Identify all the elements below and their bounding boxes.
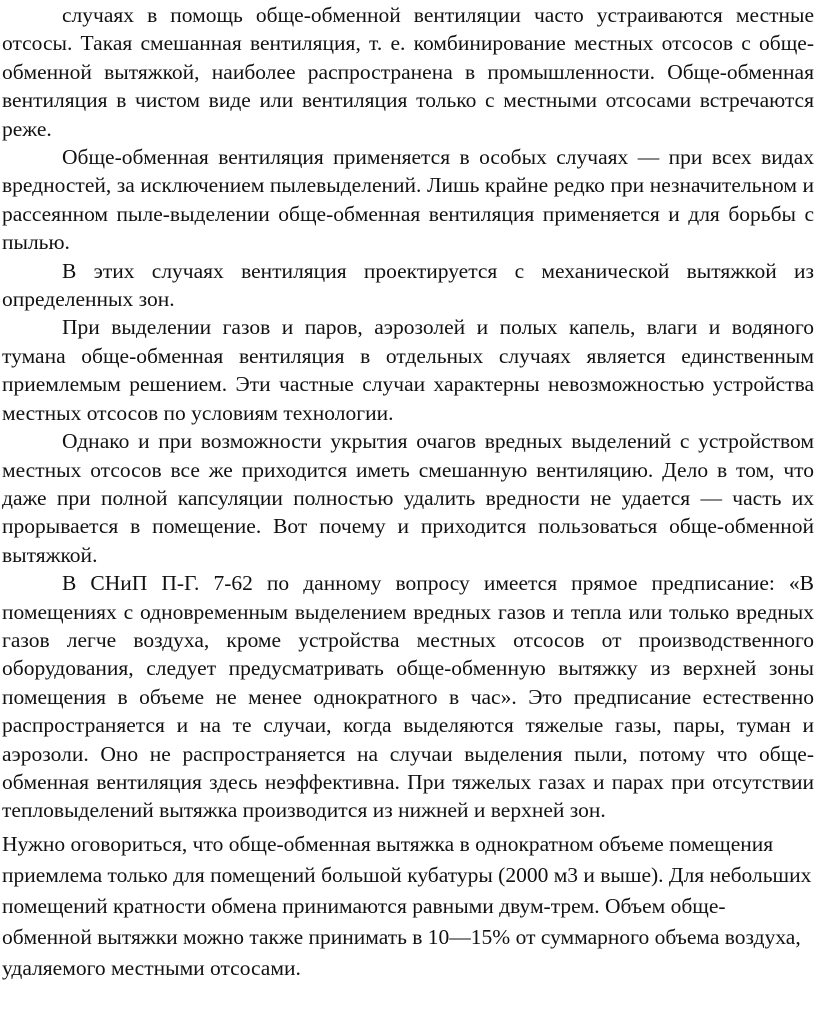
paragraph-mixed-necessity: Однако и при возможности укрытия очагов вредных выделений с устройством местных отсосов все же приходится иметь смешанную вентиляцию. Дело в том, что даже при полной капсуляции полностью удалить вредности не удается — часть их прорывается в помещение. Вот почему и приходится пользоваться обще-обменной вытяжкой. bbox=[2, 429, 814, 567]
paragraph-mixed-ventilation: случаях в помощь обще-обменной вентиляции часто устраиваются местные отсосы. Такая смешанная вентиляция, т. е. комбинирование местных отсосов с обще-обменной вытяжкой, наиболее распространена в промышленности. Обще-обменная вентиляция в чистом виде или вентиляция только с местными отсосами встречаются реже. bbox=[2, 3, 814, 141]
paragraph-mechanical-exhaust: В этих случаях вентиляция проектируется с механической вытяжкой из определенных зон. bbox=[2, 258, 814, 312]
document-body bbox=[2, 1, 814, 825]
paragraph-closing-note: Нужно оговориться, что обще-обменная вытяжка в однократном объеме помещения приемлема только для помещений большой кубатуры (2000 м3 и выше). Для небольших помещений кратности обмена принимаются равными двум-трем. Объем обще-обменной вытяжки можно также принимать в 10—15% от суммарного объема воздуха, удаляемого местными отсосами. bbox=[2, 831, 812, 980]
paragraph-gases-and-vapors: При выделении газов и паров, аэрозолей и полых капель, влаги и водяного тумана обще-обменная вентиляция в отдельных случаях является единственным приемлемым решением. Эти частные случаи характерны невозможностью устройства местных отсосов по условиям технологии. bbox=[2, 315, 814, 425]
paragraph-snip-regulation: В СНиП П-Г. 7-62 по данному вопросу имеется прямое предписание: «В помещениях с одновременным выделением вредных газов и тепла или только вредных газов легче воздуха, кроме устройства местных отсосов от производственного оборудования, следует предусматривать обще-обменную вытяжку из верхней зоны помещения в объеме не менее однократного в час». Это предписание естественно распространяется и на те случаи, когда выделяются тяжелые газы, пары, туман и аэрозоли. Оно не распространяется на случаи выделения пыли, потому что обще-обменная вентиляция здесь неэффективна. При тяжелых газах и парах при отсутствии тепловыделений вытяжка производится из нижней и верхней зон. bbox=[2, 571, 814, 823]
paragraph-general-ventilation-use: Обще-обменная вентиляция применяется в особых случаях — при всех видах вредностей, за исключением пылевыделений. Лишь крайне редко при незначительном и рассеянном пыле-выделении обще-обменная вентиляция применяется и для борьбы с пылью. bbox=[2, 145, 814, 255]
